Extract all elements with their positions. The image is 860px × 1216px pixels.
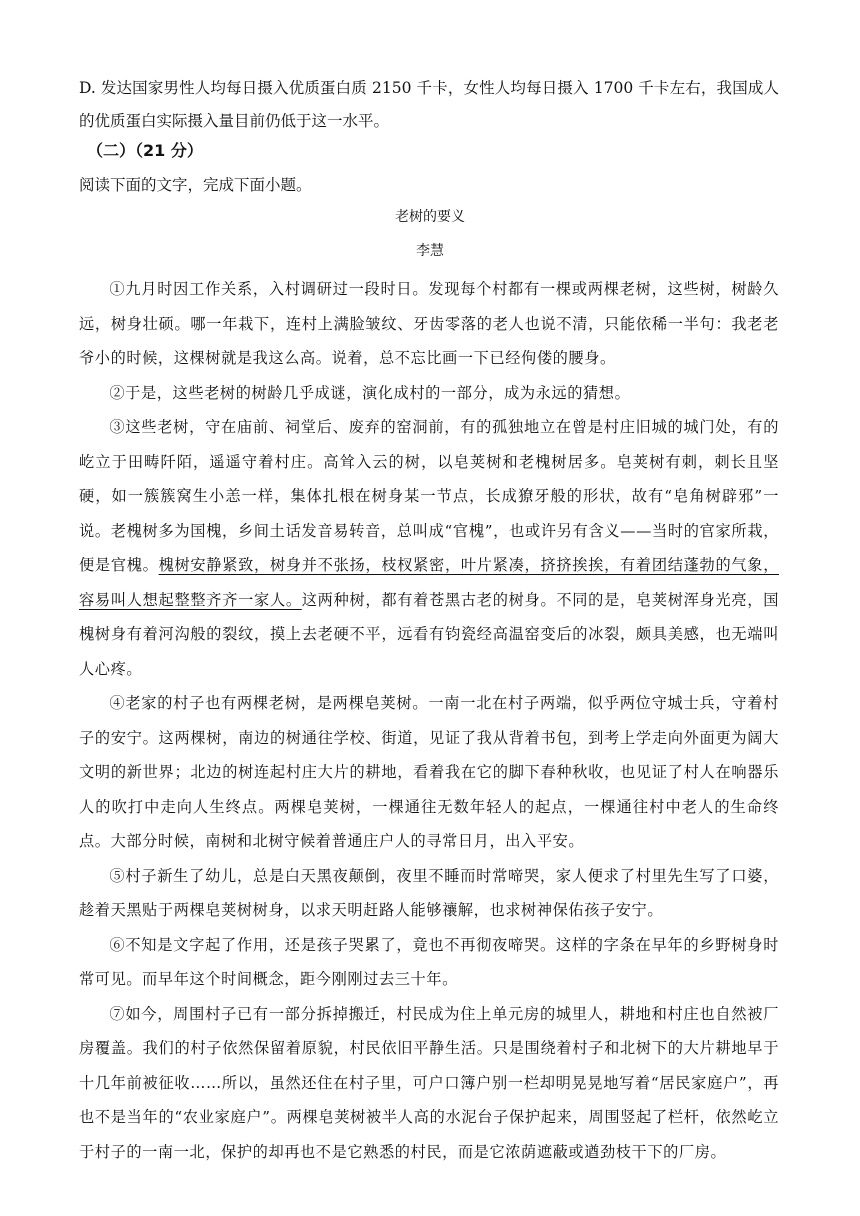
reading-instruction: 阅读下面的文字，完成下面小题。	[79, 176, 312, 194]
paragraph-2: ②于是，这些老树的树龄几乎成谜，演化成村的一部分，成为永远的猜想。	[109, 383, 631, 402]
option-d-text: D. 发达国家男性人均每日摄入优质蛋白质 2150 千卡，女性人均每日摄入 1700 千卡左右，我国成人的优质蛋白实际摄入量目前仍低于这一水平。	[79, 79, 779, 130]
article-author: 李慧	[416, 243, 444, 259]
paragraph-1: ①九月时因工作关系，入村调研过一段时日。发现每个村都有一棵或两棵老树，这些树，树龄久远，树身壮硕。哪一年栽下，连村上满脸皱纹、牙齿零落的老人也说不清，只能依稀一半句：我老老爷小的时候，这棵树就是我这么高。说着，总不忘比画一下已经佝偻的腰身。	[79, 280, 779, 367]
paragraph-4: ④老家的村子也有两棵老树，是两棵皂荚树。一南一北在村子两端，似乎两位守城士兵，守着村子的安宁。这两棵树，南边的树通往学校、街道，见证了我从背着书包，到考上学走向外面更为阔大文明的新世界；北边的树连起村庄大片的耕地，看着我在它的脚下春种秋收，也见证了村人在响器乐人的吹打中走向人生终点。两棵皂荚树，一棵通往无数年轻人的起点，一棵通往村中老人的生命终点。大部分时候，南树和北树守候着普通庄户人的寻常日月，出入平安。	[79, 694, 779, 850]
section-heading: （二）（21 分）	[87, 141, 203, 160]
article-title: 老树的要义	[395, 209, 465, 225]
answer-option-d	[79, 72, 779, 138]
article-body	[79, 272, 779, 1169]
paragraph-3	[79, 410, 779, 686]
paragraph-6: ⑥不知是文字起了作用，还是孩子哭累了，竟也不再彻夜啼哭。这样的字条在早年的乡野树身时常可见。而早年这个时间概念，距今刚刚过去三十年。	[79, 935, 779, 988]
paragraph-5: ⑤村子新生了幼儿，总是白天黑夜颠倒，夜里不睡而时常啼哭，家人便求了村里先生写了口婆，趁着天黑贴于两棵皂荚树树身，以求天明赶路人能够禳解，也求树神保佑孩子安宁。	[79, 866, 779, 919]
paragraph-3-text-after: 这两种树，都有着苍黑古老的树身。不同的是，皂荚树浑身光亮，国槐树身有着河沟般的裂纹，摸上去老硬不平，远看有钧瓷经高温窑变后的冰裂，颇具美感，也无端叫人心疼。	[79, 590, 779, 678]
paragraph-7: ⑦如今，周围村子已有一部分拆掉搬迁，村民成为住上单元房的城里人，耕地和村庄也自然被厂房覆盖。我们的村子依然保留着原貌，村民依旧平静生活。只是围绕着村子和北树下的大片耕地早于十几年前被征收……所以，虽然还住在村子里，可户口簿户别一栏却明晃晃地写着“居民家庭户”，再也不是当年的“农业家庭户”。两棵皂荚树被半人高的水泥台子保护起来，周围竖起了栏杆，依然屹立于村子的一南一北，保护的却再也不是它熟悉的村民，而是它浓荫遮蔽或遒劲枝干下的厂房。	[79, 1004, 779, 1161]
paragraph-3-text-before: ③这些老树，守在庙前、祠堂后、废弃的窑洞前，有的孤独地立在曾是村庄旧城的城门处，有的屹立于田畴阡陌，遥遥守着村庄。高耸入云的树，以皂荚树和老槐树居多。皂荚树有刺，刺长且坚硬，如一簇簇窝生小恙一样，集体扎根在树身某一节点，长成獠牙般的形状，故有“皂角树辟邪”一说。老槐树多为国槐，乡间土话发音易转音，总叫成“官槐”，也或许另有含义——当时的官家所栽，便是官槐。	[79, 418, 779, 574]
underlined-sentence: 槐树安静紧致，树身并不张扬，枝杈紧密，叶片紧凑，挤挤挨挨，有着团结蓬勃的气象，容易叫人想起整整齐齐一家人。	[79, 556, 779, 609]
